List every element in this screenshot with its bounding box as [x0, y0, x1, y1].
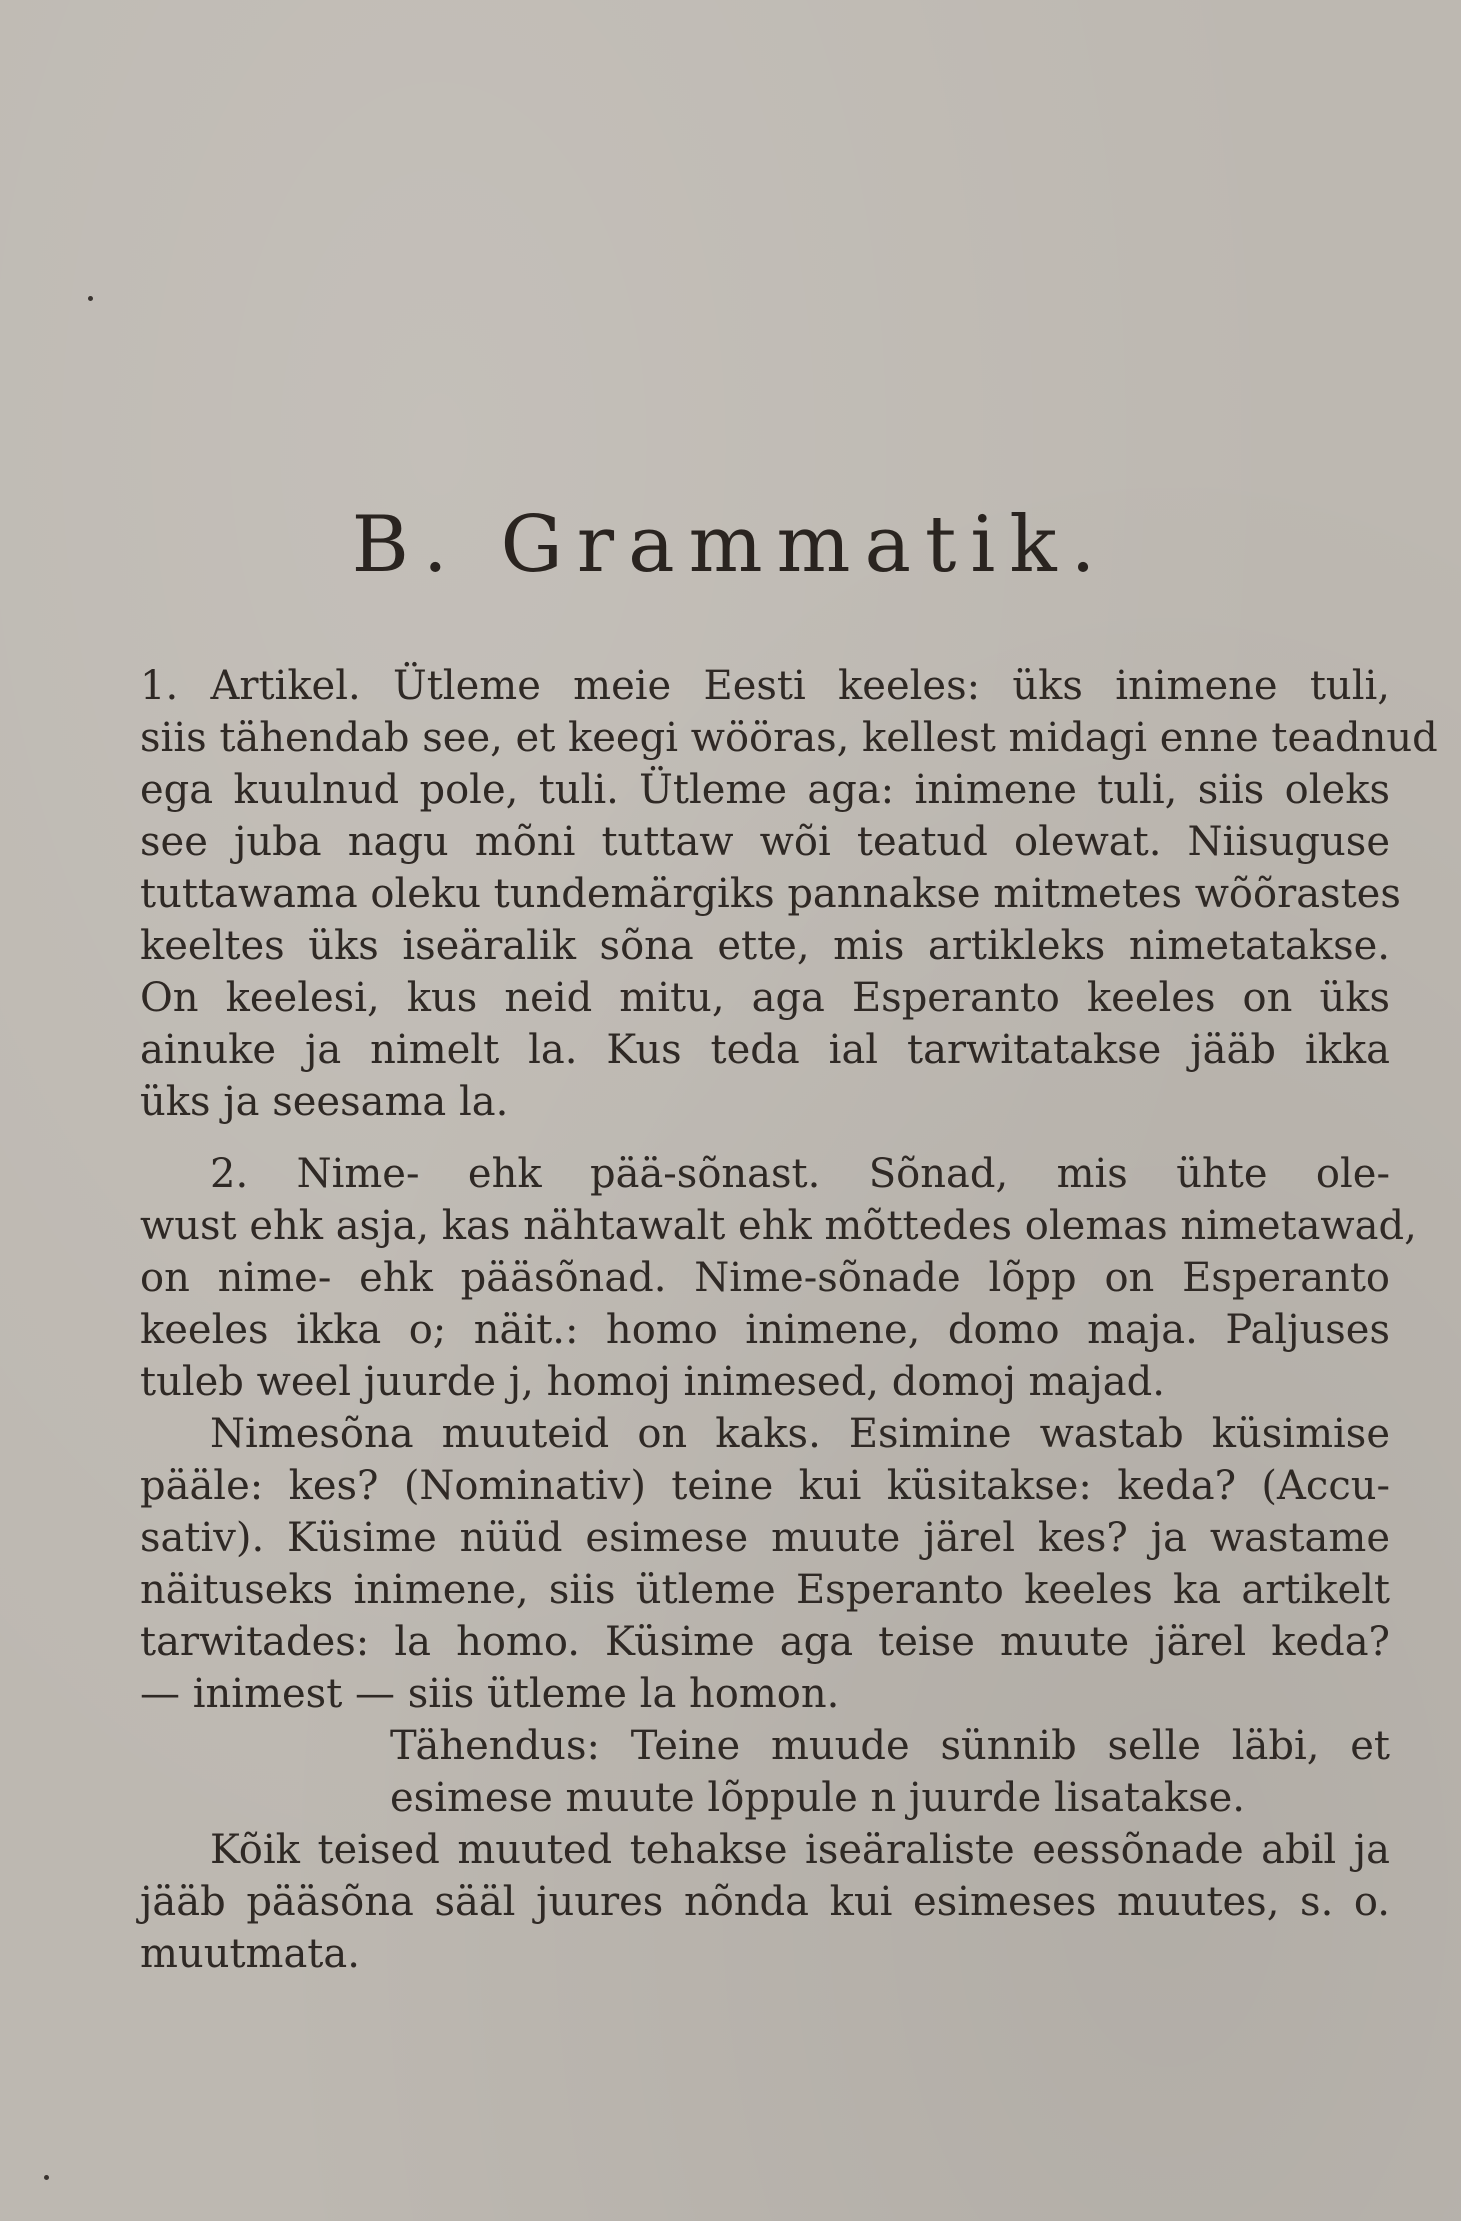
text-line: Nimesõna muuteid on kaks. Esimine wastab küsimise	[210, 1411, 1390, 1457]
text-line: 1. Artikel. Ütleme meie Eesti keeles: üks inimene tuli,	[140, 663, 1390, 709]
text-line: On keelesi, kus neid mitu, aga Esperanto keeles on üks	[140, 975, 1390, 1021]
text-line: see juba nagu mõni tuttaw wõi teatud olewat. Niisuguse	[140, 819, 1390, 865]
text-line: wust ehk asja, kas nähtawalt ehk mõttedes olemas nimetawad,	[140, 1203, 1417, 1249]
text-line: muutmata.	[140, 1931, 360, 1977]
paragraph-eessonad	[140, 1824, 1390, 1980]
page-title: B. Grammatik.	[351, 500, 1110, 590]
ink-speck	[88, 296, 93, 301]
text-line: siis tähendab see, et keegi wööras, kellest midagi enne teadnud	[140, 715, 1438, 761]
text-line: 2. Nime- ehk pää-sõnast. Sõnad, mis ühte ole-	[210, 1151, 1390, 1197]
note-tahendus	[140, 1720, 1390, 1824]
paragraph-artikel	[140, 660, 1438, 1128]
text-line: näituseks inimene, siis ütleme Esperanto keeles ka artikelt	[140, 1567, 1390, 1613]
text-line: keeles ikka o; näit.: homo inimene, domo maja. Paljuses	[140, 1307, 1390, 1353]
text-line: Kõik teised muuted tehakse iseäraliste eessõnade abil ja	[210, 1827, 1390, 1873]
paragraph-muuted	[140, 1408, 1390, 1720]
text-line: jääb pääsõna sääl juures nõnda kui esimeses muutes, s. o.	[140, 1879, 1390, 1925]
text-line: keeltes üks iseäralik sõna ette, mis artikleks nimetatakse.	[140, 923, 1390, 969]
text-line: tarwitades: la homo. Küsime aga teise muute järel keda?	[140, 1619, 1390, 1665]
text-line: ega kuulnud pole, tuli. Ütleme aga: inimene tuli, siis oleks	[140, 767, 1390, 813]
text-line: tuttawama oleku tundemärgiks pannakse mitmetes wõõrastes	[140, 871, 1401, 917]
text-line: tuleb weel juurde j, homoj inimesed, domoj majad.	[140, 1359, 1165, 1405]
text-line: pääle: kes? (Nominativ) teine kui küsitakse: keda? (Accu-	[140, 1463, 1390, 1509]
text-line: üks ja seesama la.	[140, 1079, 509, 1125]
paragraph-nimesona	[140, 1148, 1417, 1408]
text-line: Tähendus: Teine muude sünnib selle läbi, et	[390, 1723, 1390, 1769]
page-body	[140, 660, 1438, 1980]
text-line: sativ). Küsime nüüd esimese muute järel kes? ja wastame	[140, 1515, 1390, 1561]
text-line: esimese muute lõppule n juurde lisatakse.	[390, 1775, 1245, 1821]
text-line: — inimest — siis ütleme la homon.	[140, 1671, 840, 1717]
ink-speck	[44, 2175, 49, 2180]
text-line: ainuke ja nimelt la. Kus teda ial tarwitatakse jääb ikka	[140, 1027, 1390, 1073]
text-line: on nime- ehk pääsõnad. Nime-sõnade lõpp on Esperanto	[140, 1255, 1390, 1301]
